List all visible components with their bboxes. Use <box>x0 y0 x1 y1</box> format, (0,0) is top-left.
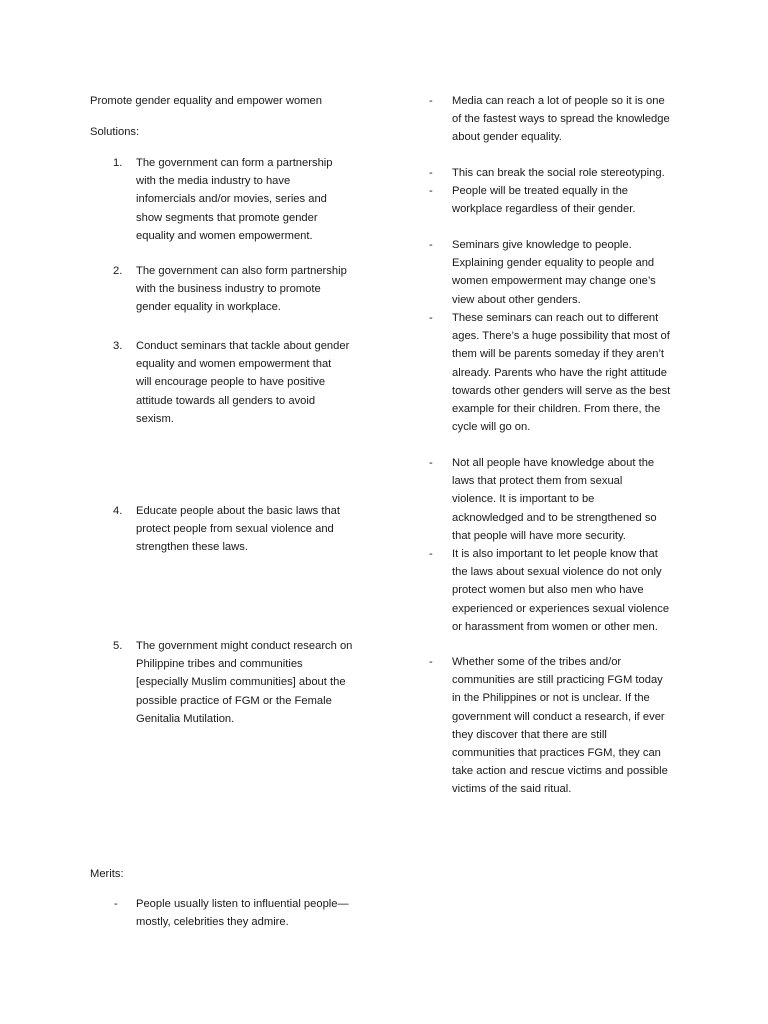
list-number: 5. <box>113 640 123 652</box>
item-line: acknowledged and to be strengthened so <box>452 511 657 524</box>
right-bullet-4 <box>429 236 656 309</box>
item-line: view about other genders. <box>452 293 581 306</box>
item-line: The government can form a partnership <box>136 157 333 169</box>
item-line: Not all people have knowledge about the <box>452 457 655 469</box>
item-line: them will be parents someday if they aren’t <box>452 348 665 361</box>
item-line: with the media industry to have <box>136 175 291 188</box>
dash-bullet: - <box>429 457 433 469</box>
solutions-heading-text: Solutions: <box>90 126 140 138</box>
item-line: the laws about sexual violence do not only <box>452 566 662 579</box>
merits-heading <box>90 865 124 883</box>
item-line: take action and rescue victims and possible <box>452 765 668 778</box>
item-line: they discover that there are still <box>452 728 607 741</box>
list-number: 2. <box>113 265 123 277</box>
item-line: protect women but also men who have <box>452 584 644 597</box>
list-number: 1. <box>113 157 123 169</box>
right-bullet-7 <box>429 545 670 636</box>
right-bullet-2 <box>429 164 665 182</box>
item-line: or harassment from women or other men. <box>452 620 658 633</box>
dash-bullet: - <box>429 185 433 197</box>
item-line: strengthen these laws. <box>136 541 248 554</box>
item-line: infomercials and/or movies, series and <box>136 193 327 206</box>
item-line: Media can reach a lot of people so it is one <box>452 95 665 107</box>
item-line: women empowerment may change one’s <box>452 275 656 288</box>
document-title-text: Promote gender equality and empower women <box>90 95 322 107</box>
item-line: that people will have more security. <box>452 529 626 542</box>
solution-item-5 <box>113 637 353 728</box>
item-line: Educate people about the basic laws that <box>136 505 341 517</box>
item-line: sexism. <box>136 412 174 425</box>
item-line: People usually listen to influential people— <box>136 898 349 910</box>
solutions-heading <box>90 123 139 141</box>
item-line: The government might conduct research on <box>136 640 353 652</box>
dash-bullet: - <box>429 312 433 324</box>
item-line: possible practice of FGM or the Female <box>136 694 332 707</box>
item-line: show segments that promote gender <box>136 211 318 224</box>
merit-item-1 <box>114 895 349 931</box>
item-line: victims of the said ritual. <box>452 783 572 796</box>
item-line: These seminars can reach out to different <box>452 312 659 324</box>
dash-bullet: - <box>429 656 433 668</box>
dash-bullet: - <box>114 898 118 910</box>
item-line: Explaining gender equality to people and <box>452 257 655 270</box>
dash-bullet: - <box>429 548 433 560</box>
item-line: cycle will go on. <box>452 421 531 434</box>
solution-item-2 <box>113 262 347 317</box>
item-line: The government can also form partnership <box>136 265 347 277</box>
item-line: in the Philippines or not is unclear. If the <box>452 692 650 705</box>
item-line: towards other genders will serve as the best <box>452 384 671 397</box>
item-line: gender equality in workplace. <box>136 301 281 314</box>
list-number: 3. <box>113 340 123 352</box>
item-line: of the fastest ways to spread the knowledge <box>452 113 670 126</box>
item-line: Genitalia Mutilation. <box>136 712 235 725</box>
solution-item-4 <box>113 502 341 557</box>
dash-bullet: - <box>429 95 433 107</box>
item-line: It is also important to let people know that <box>452 548 658 560</box>
item-line: [especially Muslim communities] about the <box>136 676 346 689</box>
item-line: violence. It is important to be <box>452 493 595 506</box>
right-bullet-5 <box>429 309 671 436</box>
item-line: Whether some of the tribes and/or <box>452 656 622 668</box>
item-line: example for their children. From there, the <box>452 403 661 416</box>
item-line: equality and women empowerment that <box>136 358 332 371</box>
item-line: ages. There’s a huge possibility that most of <box>452 330 670 343</box>
item-line: already. Parents who have the right attitude <box>452 366 667 379</box>
item-line: will encourage people to have positive <box>136 376 326 389</box>
item-line: People will be treated equally in the <box>452 185 629 197</box>
item-line: This can break the social role stereotyping. <box>452 167 665 179</box>
item-line: government will conduct a research, if ever <box>452 710 665 723</box>
list-number: 4. <box>113 505 123 517</box>
item-line: workplace regardless of their gender. <box>452 203 636 216</box>
document-title <box>90 92 322 110</box>
solution-item-3 <box>113 337 350 428</box>
right-bullet-3 <box>429 182 636 218</box>
merits-heading-text: Merits: <box>90 868 124 880</box>
solution-item-1 <box>113 154 333 245</box>
right-bullet-1 <box>429 92 670 147</box>
item-line: Philippine tribes and communities <box>136 658 303 671</box>
right-bullet-6 <box>429 454 657 545</box>
right-bullet-8 <box>429 653 668 799</box>
item-line: equality and women empowerment. <box>136 229 313 242</box>
item-line: protect people from sexual violence and <box>136 523 334 536</box>
item-line: mostly, celebrities they admire. <box>136 916 289 929</box>
item-line: about gender equality. <box>452 131 562 144</box>
item-line: experienced or experiences sexual violence <box>452 602 670 615</box>
item-line: Conduct seminars that tackle about gender <box>136 340 350 352</box>
item-line: laws that protect them from sexual <box>452 475 623 488</box>
item-line: communities that practices FGM, they can <box>452 747 661 760</box>
item-line: attitude towards all genders to avoid <box>136 394 316 407</box>
item-line: with the business industry to promote <box>136 283 321 296</box>
item-line: Seminars give knowledge to people. <box>452 239 632 251</box>
item-line: communities are still practicing FGM today <box>452 674 663 687</box>
dash-bullet: - <box>429 239 433 251</box>
dash-bullet: - <box>429 167 433 179</box>
